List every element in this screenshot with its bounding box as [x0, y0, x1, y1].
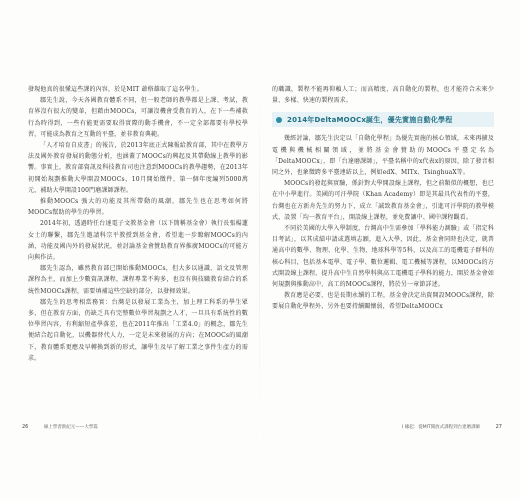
- paragraph: 鄒先生認為，雖然教育部已開始推動MOOCs，但大多以通識、語文及管理課程為主，而加上少數資訊課程，課程專業不夠多，也沒有與技職教育結合的系統性MOOCs課程，需要填補這些空缺的部分，以發揮效果。: [28, 265, 248, 295]
- paragraph: 教育應是必要，也是長期永續的工程，基金會決定出資開設MOOCs課程，除要展自動化學程外，另外也要持續關懷弱，希望DeltaMOOCx: [272, 292, 494, 311]
- right-footer: [280, 422, 502, 432]
- section-heading: [272, 112, 494, 127]
- paragraph: MOOCs的發起與實驗，係針對大學開設線上課程，但之前類似的概想，也已在中小學進行。美國的可汗學院（Khan Academy）即是其最具代表性的平臺，台灣也在方新舟先生的努力下，成立「誠致教育基金會」，引進可汗學院的教學模式，設置「均一教育平台」，開設線上課程，並免費讓中、國中課程觀看。: [272, 180, 494, 221]
- paragraph: 不同於美國的大學入學制度，台灣高中生需參加「學科能力測驗」或「指定科目考試」，以其成績申請或選填志願，進入大學，因此，基金會同時也決定，就普通高中的數學、物理、化學、生物、地球科學等5科，以及高工的電機電子群科的核心科目，包括基本電學、電子學、數位邏輯、電工機械等課程，以MOOCs的方式開設線上課程，提升高中生自然學科與高工電機電子學科的能力，開於基金會如何規劃與推動高中、高工的MOOCs課程，將於另一章節詳述。: [272, 225, 494, 289]
- left-footer: [22, 422, 242, 432]
- paragraph: 鄒先生的思考相當務實：台灣是以發展工業為主，加上理工科系的學生眾多，但在教育方面，仍缺乏具有完整數位學習規劃之人才，一旦具有系統性的數位學習內容，有利縮短產學落差，也在2011年推出「工業4.0」的概念，鄒先生便結合起自動化，以機器替代人力，一定是未來發展的方向；在MOOCs的風潮下，教育體系更應及早轉換到新的形式，讓學生及早了解工業之事件生產力的需求。: [28, 298, 248, 362]
- paragraph: 推動MOOCs 強大的功能及其所帶動的風潮，鄒先生也在思考如何將MOOCs幫助的學生的學習。: [28, 198, 248, 217]
- page-gutter: [259, 60, 260, 440]
- bullet-dot-icon: [276, 117, 282, 123]
- page-number: 27: [495, 424, 502, 430]
- paragraph: 發現他真的很懂這些課的內容，於是MIT 爺格雄取了這名學生。: [28, 86, 203, 93]
- paragraph: 「人才培育自皮書」的報告，於2013年底正式陳報給教育部，其中在教學方法及國外教育發展的動態分析，也涵蓋了MOOCs的興起及其帶動線上教學的影響。事實上，教育部資訊及科技教育司也注意到MOOCs的教學趨勢，在2013年初開始規劃推動大學開設MOOCs，10月開始徵件，第一個年度編列5000萬元，補助大學開設100門磨課師課程。: [28, 142, 248, 194]
- paragraph: 2014年初，透過時任台達電子文教基金會（以下簡稱基金會）執行長張楊蓮女士的聯繫，鄒先生邀請科宗平教授到基金會，希望進一步瞭解MOOCs的內涵，功能及國內外的發展狀況，並討論基金會贊助教育界推廣MOOCs的可能方向與作法。: [28, 220, 248, 262]
- running-title: 線上學習新紀元——大學篇: [43, 425, 98, 430]
- running-title: I 緣起：從MIT開放式課程到台達磨課師: [401, 425, 481, 430]
- left-page: [28, 84, 248, 404]
- section-heading-text: 2014年DeltaMOOCx誕生，優先實施自動化學程: [287, 115, 453, 124]
- paragraph: 的職識，製程不能再仰賴人工；而高精度、高自動化的製程，也才能符合未來少量、多樣、快速的製程需求。: [272, 86, 494, 105]
- page-number: 26: [22, 424, 29, 430]
- right-page: [272, 84, 494, 404]
- paragraph: 幾經討論，鄒先生決定以「自動化學程」為優先實施的核心領域，未來再擴及電機與機械相關領域，並將基金會贊助的MOOCs平臺定名為「DeltaMOOCx」，即「台達磨課師」，平臺名稱中的x代表x的原因，除了發音相同之外，也象徵跨多平臺連結以上，例如edX、MITx、TsinghuaX等。: [272, 135, 494, 177]
- paragraph: 鄒先生說，今天各國教育體系不同，但一般老師的教學都是上課、考試，教育界沒有很大的變革，但藉由MOOCs，可讓沒機會受教育的人，在下一些補救行為時得到，一些有能更需要取得實際的動手機會，不一定全部都要有學校學習，可能成為教育之互動的平臺，並非教育典範。: [28, 97, 248, 138]
